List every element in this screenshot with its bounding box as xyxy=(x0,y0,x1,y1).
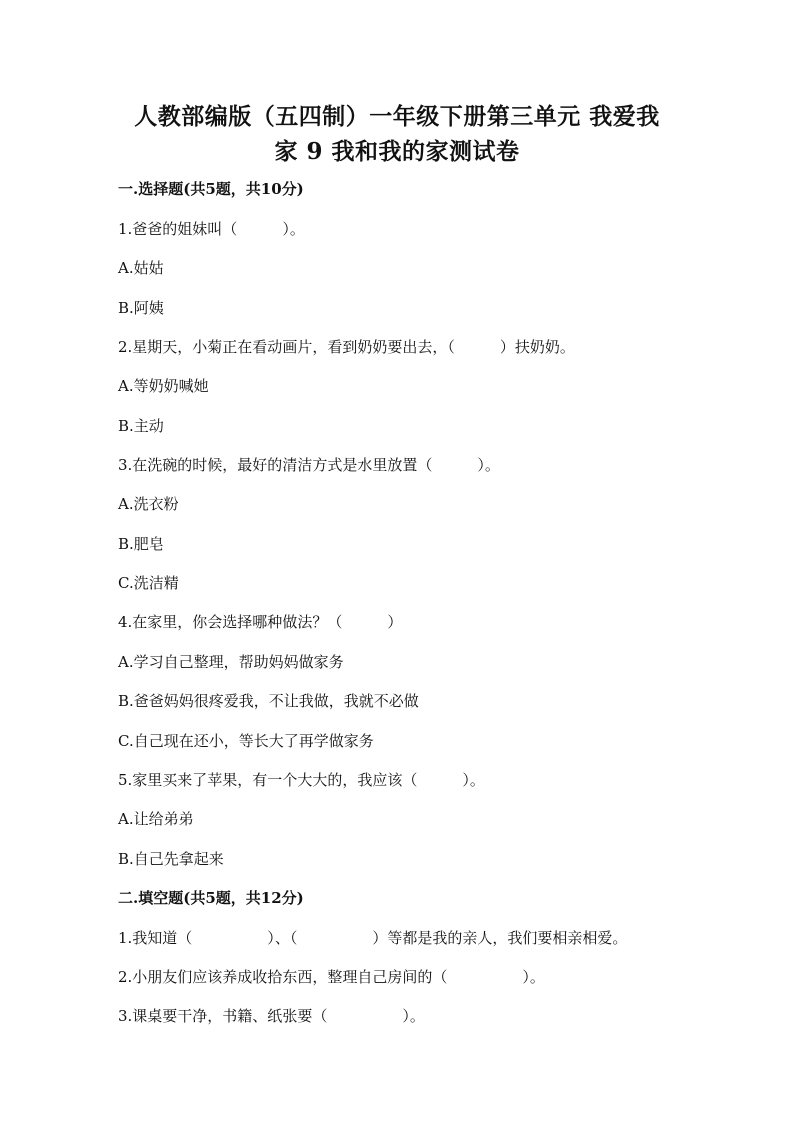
fill-question: 1.我知道（ ）、（ ）等都是我的亲人，我们要相亲相爱。 xyxy=(118,929,628,947)
page-title-line2: 家 9 我和我的家测试卷 xyxy=(274,138,520,165)
question-stem: 5.家里买来了苹果，有一个大大的，我应该（ ）。 xyxy=(118,771,485,789)
fill-question: 3.课桌要干净，书籍、纸张要（ ）。 xyxy=(118,1007,425,1025)
question-option: A.等奶奶喊她 xyxy=(118,377,209,395)
page-title-line1: 人教部编版（五四制）一年级下册第三单元 我爱我 xyxy=(134,103,660,130)
question-option: A.洗衣粉 xyxy=(118,495,179,513)
question-option: B.自己先拿起来 xyxy=(118,850,224,868)
question-option: B.爸爸妈妈很疼爱我，不让我做，我就不必做 xyxy=(118,692,419,710)
question-stem: 4.在家里，你会选择哪种做法？（ ） xyxy=(118,613,403,631)
question-option: B.主动 xyxy=(118,417,164,435)
question-option: C.洗洁精 xyxy=(118,574,179,592)
question-option: A.学习自己整理，帮助妈妈做家务 xyxy=(118,653,344,671)
question-option: B.肥皂 xyxy=(118,535,164,553)
question-stem: 2.星期天，小菊正在看动画片，看到奶奶要出去，（ ）扶奶奶。 xyxy=(118,338,575,356)
question-option: A.让给弟弟 xyxy=(118,810,194,828)
question-stem: 3.在洗碗的时候，最好的清洁方式是水里放置（ ）。 xyxy=(118,456,500,474)
fill-question: 2.小朋友们应该养成收拾东西，整理自己房间的（ ）。 xyxy=(118,968,545,986)
section-heading-fill: 二.填空题(共5题，共12分) xyxy=(118,889,304,907)
question-option: A.姑姑 xyxy=(118,259,164,277)
question-option: B.阿姨 xyxy=(118,299,164,317)
section-heading-choice: 一.选择题(共5题，共10分) xyxy=(118,180,304,198)
question-option: C.自己现在还小，等长大了再学做家务 xyxy=(118,732,374,750)
question-stem: 1.爸爸的姐妹叫（ ）。 xyxy=(118,220,305,238)
